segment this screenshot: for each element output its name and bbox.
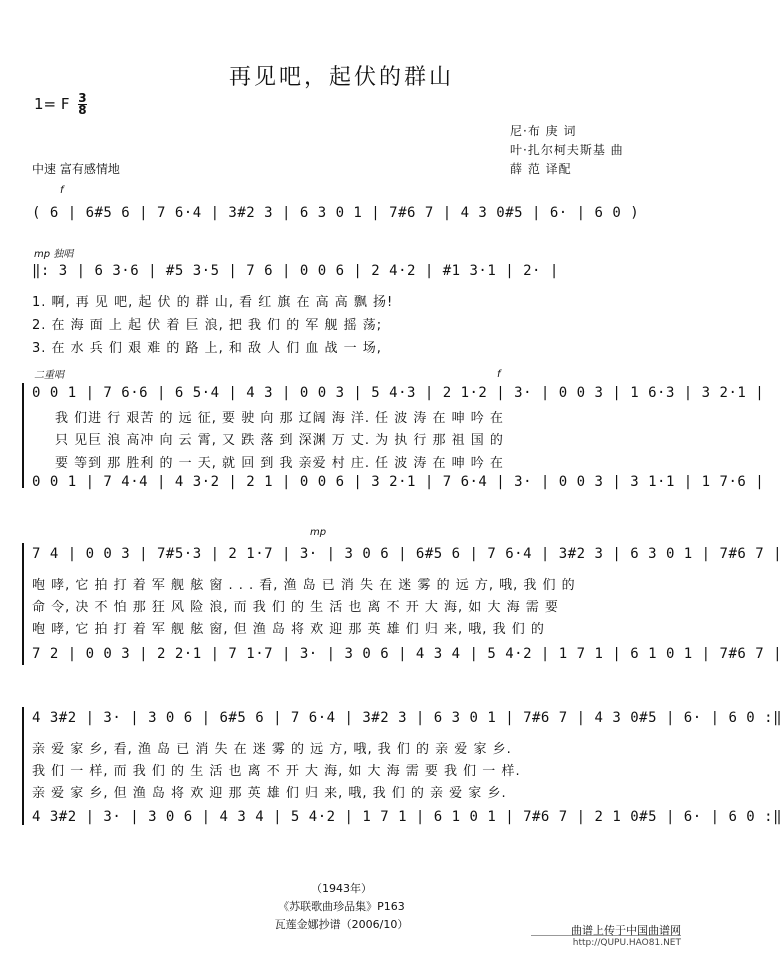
- sys3-dynamic: mp: [310, 527, 327, 538]
- sys4-lyric-1: 亲 爱 家 乡, 看, 渔 岛 已 消 失 在 迷 雾 的 远 方, 哦, 我 们 的 亲 爱 家 乡.: [32, 742, 512, 757]
- verse-lyric-3: 3. 在 水 兵 们 艰 难 的 路 上, 和 敌 人 们 血 战 一 场,: [32, 341, 382, 356]
- sys3-lyric-3: 咆 哮, 它 拍 打 着 军 舰 舷 窗, 但 渔 岛 将 欢 迎 那 英 雄 们 归 来, 哦, 我 们 的: [32, 622, 545, 637]
- duet-lyric-1: 我 们进 行 艰苦 的 远 征, 要 驶 向 那 辽阔 海 洋. 任 波 涛 在 呻 吟 在: [55, 411, 504, 426]
- lyricist-credit: 尼·布 庚 词: [510, 124, 577, 138]
- key-signature: [34, 93, 87, 116]
- footer-source: 《苏联歌曲珍品集》P163: [278, 900, 405, 913]
- duet-dynamic: f: [497, 369, 501, 380]
- sys3-lyric-2: 命 令, 决 不 怕 那 狂 风 险 浪, 而 我 们 的 生 活 也 离 不 开 大 海, 如 大 海 需 要: [32, 600, 559, 615]
- intro-dynamic: f: [60, 185, 64, 196]
- duet-label: 二重唱: [34, 370, 64, 381]
- song-title: 再见吧，起伏的群山: [228, 65, 454, 90]
- sys4-bracket: [22, 707, 24, 825]
- watermark-url: http://QUPU.HAO81.NET: [572, 938, 681, 948]
- footer-year: （1943年）: [311, 882, 372, 895]
- verse-lyric-1: 1. 啊, 再 见 吧, 起 伏 的 群 山, 看 红 旗 在 高 高 飘 扬!: [32, 295, 394, 310]
- time-signature: [78, 93, 86, 116]
- duet-top-notes: 0 0 1 | 7 6·6 | 6 5·4 | 4 3 | 0 0 3 | 5 4·3 | 2 1·2 | 3· | 0 0 3 | 1 6·3 | 3 2·1 |: [32, 385, 765, 401]
- duet-lyric-3: 要 等到 那 胜利 的 一 天, 就 回 到 我 亲爱 村 庄. 任 波 涛 在 呻 吟 在: [55, 456, 504, 471]
- sys3-bottom-notes: 7 2 | 0 0 3 | 2 2·1 | 7 1·7 | 3· | 3 0 6 | 4 3 4 | 5 4·2 | 1 7 1 | 6 1 0 1 | 7#6 7 |: [32, 646, 782, 662]
- composer-credit: 叶·扎尔柯夫斯基 曲: [510, 143, 624, 157]
- time-numerator: 3: [78, 91, 87, 105]
- footer-copier: 瓦莲金娜抄谱（2006/10）: [274, 918, 409, 931]
- watermark-line-1: 曲谱上传于中国曲谱网: [571, 924, 681, 937]
- time-denominator: 8: [78, 103, 87, 117]
- sys3-bracket: [22, 543, 24, 665]
- translator-credit: 薛 范 译配: [510, 162, 572, 176]
- duet-lyric-2: 只 见巨 浪 高冲 向 云 霄, 又 跌 落 到 深渊 万 丈. 为 执 行 那 祖 国 的: [55, 433, 504, 448]
- sys3-top-notes: 7 4 | 0 0 3 | 7#5·3 | 2 1·7 | 3· | 3 0 6 | 6#5 6 | 7 6·4 | 3#2 3 | 6 3 0 1 | 7#6 7 |: [32, 546, 782, 562]
- verse-notes: ‖: 3 | 6 3·6 | #5 3·5 | 7 6 | 0 0 6 | 2 4·2 | #1 3·1 | 2· |: [32, 263, 559, 279]
- duet-bottom-notes: 0 0 1 | 7 4·4 | 4 3·2 | 2 1 | 0 0 6 | 3 2·1 | 7 6·4 | 3· | 0 0 3 | 3 1·1 | 1 7·6 |: [32, 474, 765, 490]
- sys4-bottom-notes: 4 3#2 | 3· | 3 0 6 | 4 3 4 | 5 4·2 | 1 7 1 | 6 1 0 1 | 7#6 7 | 2 1 0#5 | 6· | 6 0 :‖: [32, 809, 782, 825]
- sys4-lyric-3: 亲 爱 家 乡, 但 渔 岛 将 欢 迎 那 英 雄 们 归 来, 哦, 我 们 的 亲 爱 家 乡.: [32, 786, 507, 801]
- verse-lyric-2: 2. 在 海 面 上 起 伏 着 巨 浪, 把 我 们 的 军 舰 摇 荡;: [32, 318, 383, 333]
- sys4-top-notes: 4 3#2 | 3· | 3 0 6 | 6#5 6 | 7 6·4 | 3#2 3 | 6 3 0 1 | 7#6 7 | 4 3 0#5 | 6· | 6 0 :‖: [32, 710, 782, 726]
- intro-notes: ( 6 | 6#5 6 | 7 6·4 | 3#2 3 | 6 3 0 1 | 7#6 7 | 4 3 0#5 | 6· | 6 0 ): [32, 205, 640, 221]
- sys4-lyric-2: 我 们 一 样, 而 我 们 的 生 活 也 离 不 开 大 海, 如 大 海 需 要 我 们 一 样.: [32, 764, 521, 779]
- key-label: 1= F: [34, 95, 70, 113]
- tempo-marking: 中速 富有感情地: [32, 162, 120, 176]
- site-watermark: [571, 924, 681, 950]
- duet-bracket: [22, 383, 24, 488]
- sys3-lyric-1: 咆 哮, 它 拍 打 着 军 舰 舷 窗 . . . 看, 渔 岛 已 消 失 在 迷 雾 的 远 方, 哦, 我 们 的: [32, 578, 576, 593]
- verse-dynamic: mp 独唱: [34, 249, 74, 260]
